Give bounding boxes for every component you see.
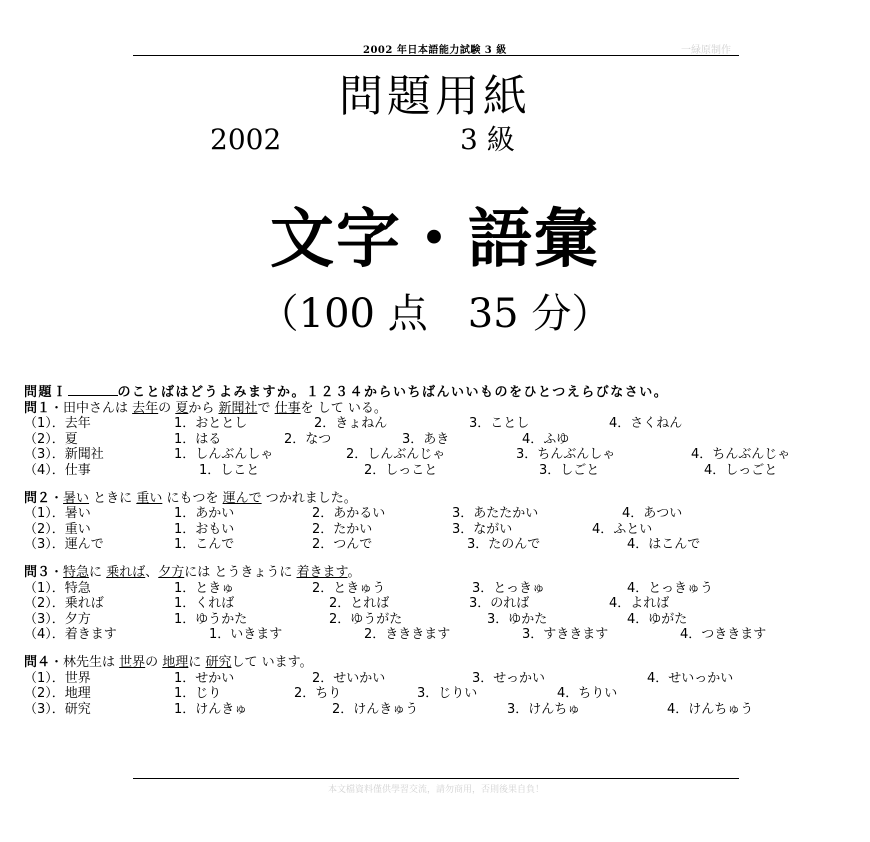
page-title: 問題用紙 [339, 71, 531, 122]
question-1 [24, 401, 854, 479]
page-header [133, 37, 739, 56]
question-4 [24, 655, 854, 717]
underlined-word: 研究 [205, 654, 232, 670]
option-row: （1）．特急 1．ときゅ 2．ときゅう 3．とっきゅ 4．とっきゅう [24, 580, 714, 596]
underlined-word: 夕方 [158, 564, 185, 580]
underlined-word: 世界 [119, 654, 146, 670]
underlined-word: 運んで [222, 490, 262, 506]
underlined-word: 重い [136, 490, 163, 506]
underlined-word: 特急 [63, 564, 90, 580]
underlined-word: 着きます [296, 564, 348, 580]
option-row: （3）．研究 1．けんきゅ 2．けんきゅう 3．けんちゅ 4．けんちゅう [24, 701, 754, 717]
question-number: 問１ [24, 400, 51, 416]
instruction-prefix: 問題Ｉ [24, 385, 68, 400]
option-row: （3）．運んで 1．こんで 2．つんで 3．たのんで 4．はこんで [24, 537, 701, 553]
underlined-word: 暑い [63, 490, 90, 506]
option-row: （2）．夏 1．はる 2．なつ 3．あき 4．ふゆ [24, 431, 570, 447]
option-row: （2）．地理 1．じり 2．ちり 3．じりい 4．ちりい [24, 686, 618, 702]
question-sentence: 問４・林先生は 世界の 地理に 研究して います。 [24, 654, 313, 670]
underlined-word: 夏 [175, 400, 189, 416]
question-2 [24, 491, 854, 553]
exam-level: 3 級 [460, 123, 515, 156]
option-row: （1）．暑い 1．あかい 2．あかるい 3．あたたかい 4．あつい [24, 506, 683, 522]
question-sentence: 問１・田中さんは 去年の 夏から 新聞社で 仕事を して いる。 [24, 400, 387, 416]
header-watermark: 一緑原制作 [681, 45, 731, 56]
option-row: （1）．去年 1．おととし 2．きょねん 3．ことし 4．さくねん [24, 416, 683, 432]
option-row: （3）．夕方 1．ゆうかた 2．ゆうがた 3．ゆかた 4．ゆがた [24, 611, 688, 627]
question-number: 問４ [24, 654, 51, 670]
option-row: （1）．世界 1．せかい 2．せいかい 3．せっかい 4．せいっかい [24, 670, 734, 686]
underlined-word: 地理 [162, 654, 189, 670]
option-row: （2）．重い 1．おもい 2．たかい 3．ながい 4．ふとい [24, 521, 653, 537]
underlined-word: 去年 [132, 400, 159, 416]
blank-underline [68, 385, 118, 396]
underlined-word: 仕事 [274, 400, 301, 416]
exam-info [0, 118, 870, 158]
question-sentence: 問２・暑い ときに 重い にもつを 運んで つかれました。 [24, 490, 357, 506]
underlined-word: 乗れば [106, 564, 146, 580]
option-row: （4）．仕事 1．しこと 2．しっこと 3．しごと 4．しっごと [24, 462, 778, 478]
question-number: 問２ [24, 490, 51, 506]
question-sentence: 問３・特急に 乗れば、夕方には とうきょうに 着きます。 [24, 564, 361, 580]
page-footer [133, 778, 739, 795]
footer-disclaimer: 本文檔資料僅供學習交流，請勿商用，否則後果自負！ [327, 785, 544, 795]
score-time: （100 点 35 分） [258, 291, 612, 337]
option-row: （4）．着きます 1．いきます 2．きききます 3．すききます 4．つききます [24, 627, 767, 643]
option-row: （2）．乗れば 1．くれば 2．とれば 3．のれば 4．よれば [24, 596, 670, 612]
instruction-text: のことばはどうよみますか。１２３４からいちばんいいものをひとつえらびなさい。 [117, 385, 669, 400]
question-number: 問３ [24, 564, 51, 580]
instruction [24, 385, 854, 401]
question-section [24, 385, 854, 717]
underlined-word: 新聞社 [218, 400, 258, 416]
option-row: （3）．新聞社 1．しんぶんしゃ 2．しんぶんじゃ 3．ちんぶんしゃ 4．ちんぶんじゃ [24, 447, 791, 463]
exam-year: 2002 [210, 123, 282, 156]
subject-title: 文字・語彙 [270, 203, 600, 277]
question-3 [24, 565, 854, 643]
header-title: 2002 年日本語能力試験 3 級 [363, 45, 507, 56]
